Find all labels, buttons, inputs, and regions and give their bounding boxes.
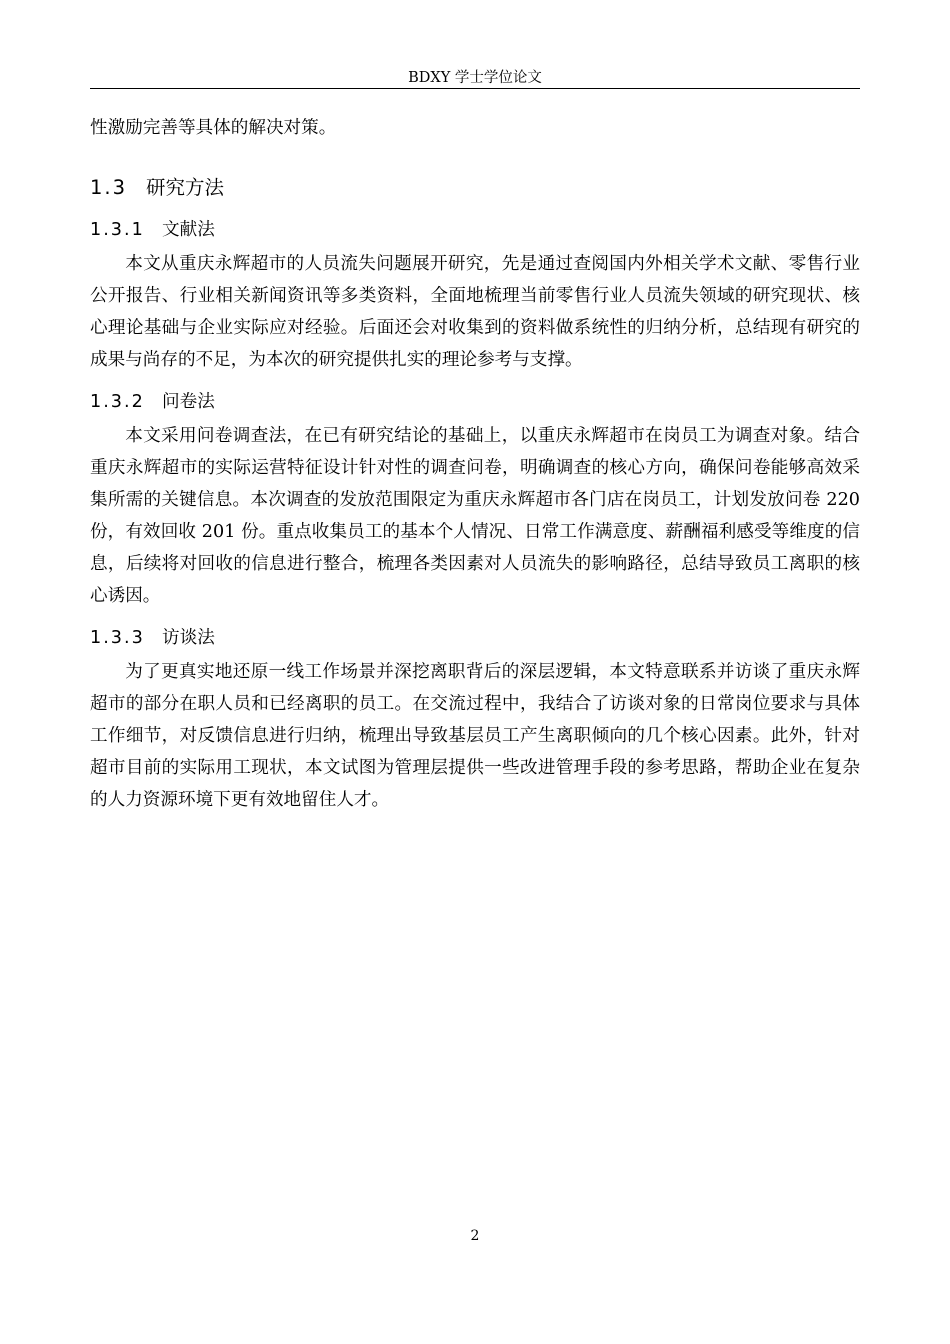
subsection-title: 访谈法: [162, 628, 215, 648]
subsection-heading-literature: [90, 214, 860, 246]
subsection-heading-interview: [90, 622, 860, 654]
subsection-title: 问卷法: [162, 392, 215, 412]
questionnaire-paragraph: 本文采用问卷调查法，在已有研究结论的基础上，以重庆永辉超市在岗员工为调查对象。结合重庆永辉超市的实际运营特征设计针对性的调查问卷，明确调查的核心方向，确保问卷能够高效采集所需的关键信息。本次调查的发放范围限定为重庆永辉超市各门店在岗员工，计划发放问卷 220 份，有效回收 201 份。重点收集员工的基本个人情况、日常工作满意度、薪酬福利感受等维度的信息，后续将对回收的信息进行整合，梳理各类因素对人员流失的影响路径，总结导致员工离职的核心诱因。: [90, 426, 860, 606]
subsection-number: 1.3.2: [90, 392, 145, 412]
subsection-heading-questionnaire: [90, 386, 860, 418]
subsection-number: 1.3.1: [90, 220, 145, 240]
section-title: 研究方法: [146, 176, 225, 199]
section-heading: [90, 172, 860, 204]
page-body: [90, 112, 860, 816]
running-header: BDXY 学士学位论文: [408, 70, 542, 86]
header-rule: [90, 88, 860, 89]
interview-paragraph: 为了更真实地还原一线工作场景并深挖离职背后的深层逻辑，本文特意联系并访谈了重庆永辉超市的部分在职人员和已经离职的员工。在交流过程中，我结合了访谈对象的日常岗位要求与具体工作细节，对反馈信息进行归纳，梳理出导致基层员工产生离职倾向的几个核心因素。此外，针对超市目前的实际用工现状，本文试图为管理层提供一些改进管理手段的参考思路，帮助企业在复杂的人力资源环境下更有效地留住人才。: [90, 662, 860, 810]
literature-paragraph: 本文从重庆永辉超市的人员流失问题展开研究，先是通过查阅国内外相关学术文献、零售行业公开报告、行业相关新闻资讯等多类资料，全面地梳理当前零售行业人员流失领域的研究现状、核心理论基础与企业实际应对经验。后面还会对收集到的资料做系统性的归纳分析，总结现有研究的成果与尚存的不足，为本次的研究提供扎实的理论参考与支撑。: [90, 254, 860, 370]
page-number: 2: [470, 1228, 480, 1244]
subsection-number: 1.3.3: [90, 628, 145, 648]
subsection-title: 文献法: [162, 220, 215, 240]
intro-tail-paragraph: 性激励完善等具体的解决对策。: [90, 118, 337, 138]
section-number: 1.3: [90, 176, 128, 199]
